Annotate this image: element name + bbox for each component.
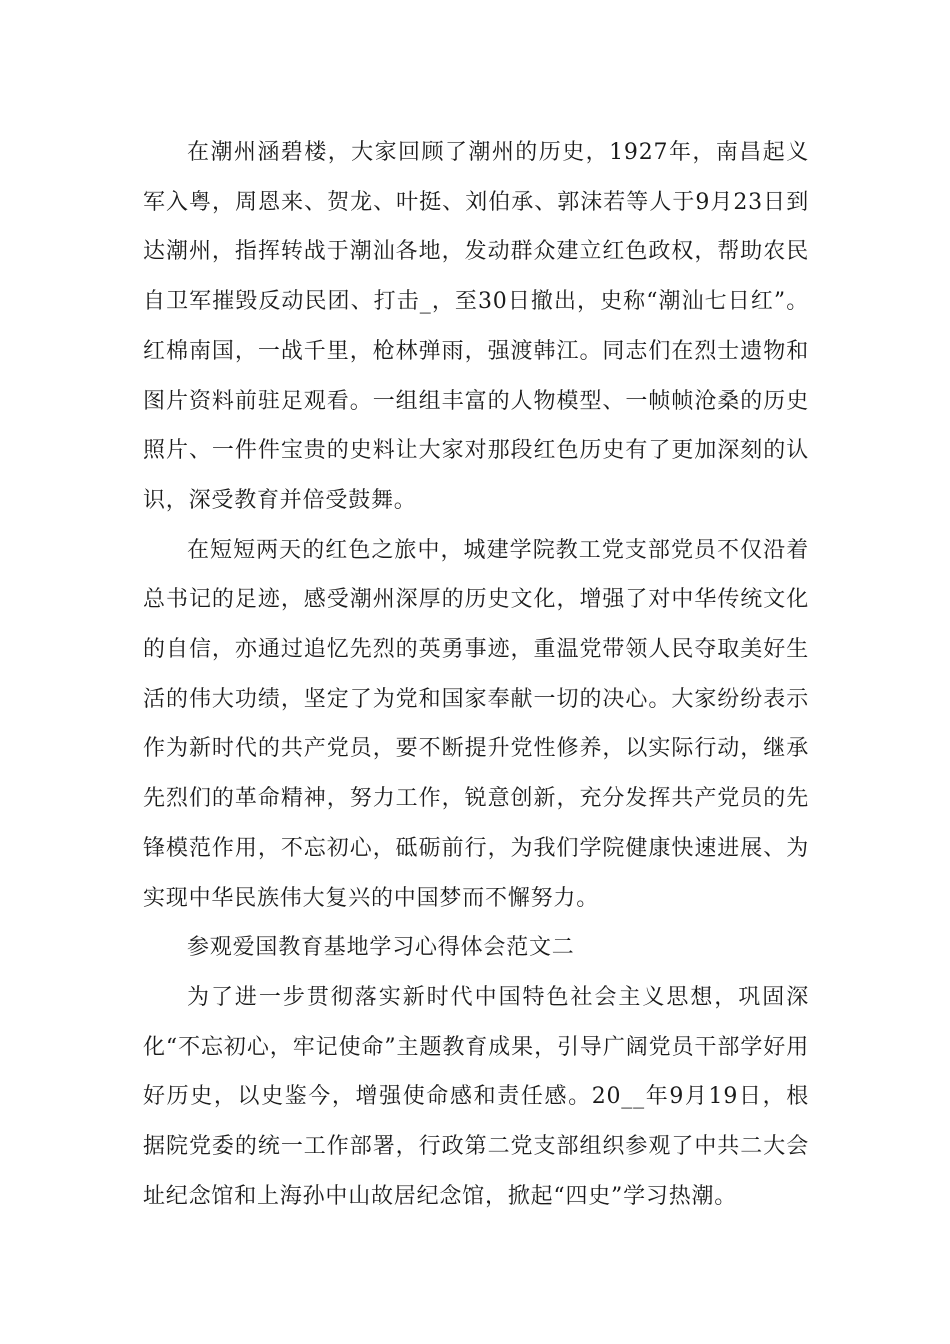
- section-heading: 参观爱国教育基地学习心得体会范文二: [187, 935, 575, 961]
- document-body: [143, 128, 809, 1221]
- paragraph-chaozhou-history: 在潮州涵碧楼，大家回顾了潮州的历史，1927年，南昌起义军入粤，周恩来、贺龙、叶挺、刘伯承、郭沫若等人于9月23日到达潮州，指挥转战于潮汕各地，发动群众建立红色政权，帮助农民自卫军摧毁反动民团、打击_，至30日撤出，史称“潮汕七日红”。红棉南国，一战千里，枪林弹雨，强渡韩江。同志们在烈士遗物和图片资料前驻足观看。一组组丰富的人物模型、一帧帧沧桑的历史照片、一件件宝贵的史料让大家对那段红色历史有了更加深刻的认识，深受教育并倍受鼓舞。: [143, 140, 809, 513]
- paragraph-red-tour-reflection: 在短短两天的红色之旅中，城建学院教工党支部党员不仅沿着总书记的足迹，感受潮州深厚的历史文化，增强了对中华传统文化的自信，亦通过追忆先烈的英勇事迹，重温党带领人民夺取美好生活的伟大功绩，坚定了为党和国家奉献一切的决心。大家纷纷表示作为新时代的共产党员，要不断提升党性修养，以实际行动，继承先烈们的革命精神，努力工作，锐意创新，充分发挥共产党员的先锋模范作用，不忘初心，砥砺前行，为我们学院健康快速进展、为实现中华民族伟大复兴的中国梦而不懈努力。: [143, 537, 809, 911]
- paragraph-section-two-intro: 为了进一步贯彻落实新时代中国特色社会主义思想，巩固深化“不忘初心，牢记使命”主题教育成果，引导广阔党员干部学好用好历史，以史鉴今，增强使命感和责任感。20__年9月19日，根据院党委的统一工作部署，行政第二党支部组织参观了中共二大会址纪念馆和上海孙中山故居纪念馆，掀起“四史”学习热潮。: [143, 984, 809, 1209]
